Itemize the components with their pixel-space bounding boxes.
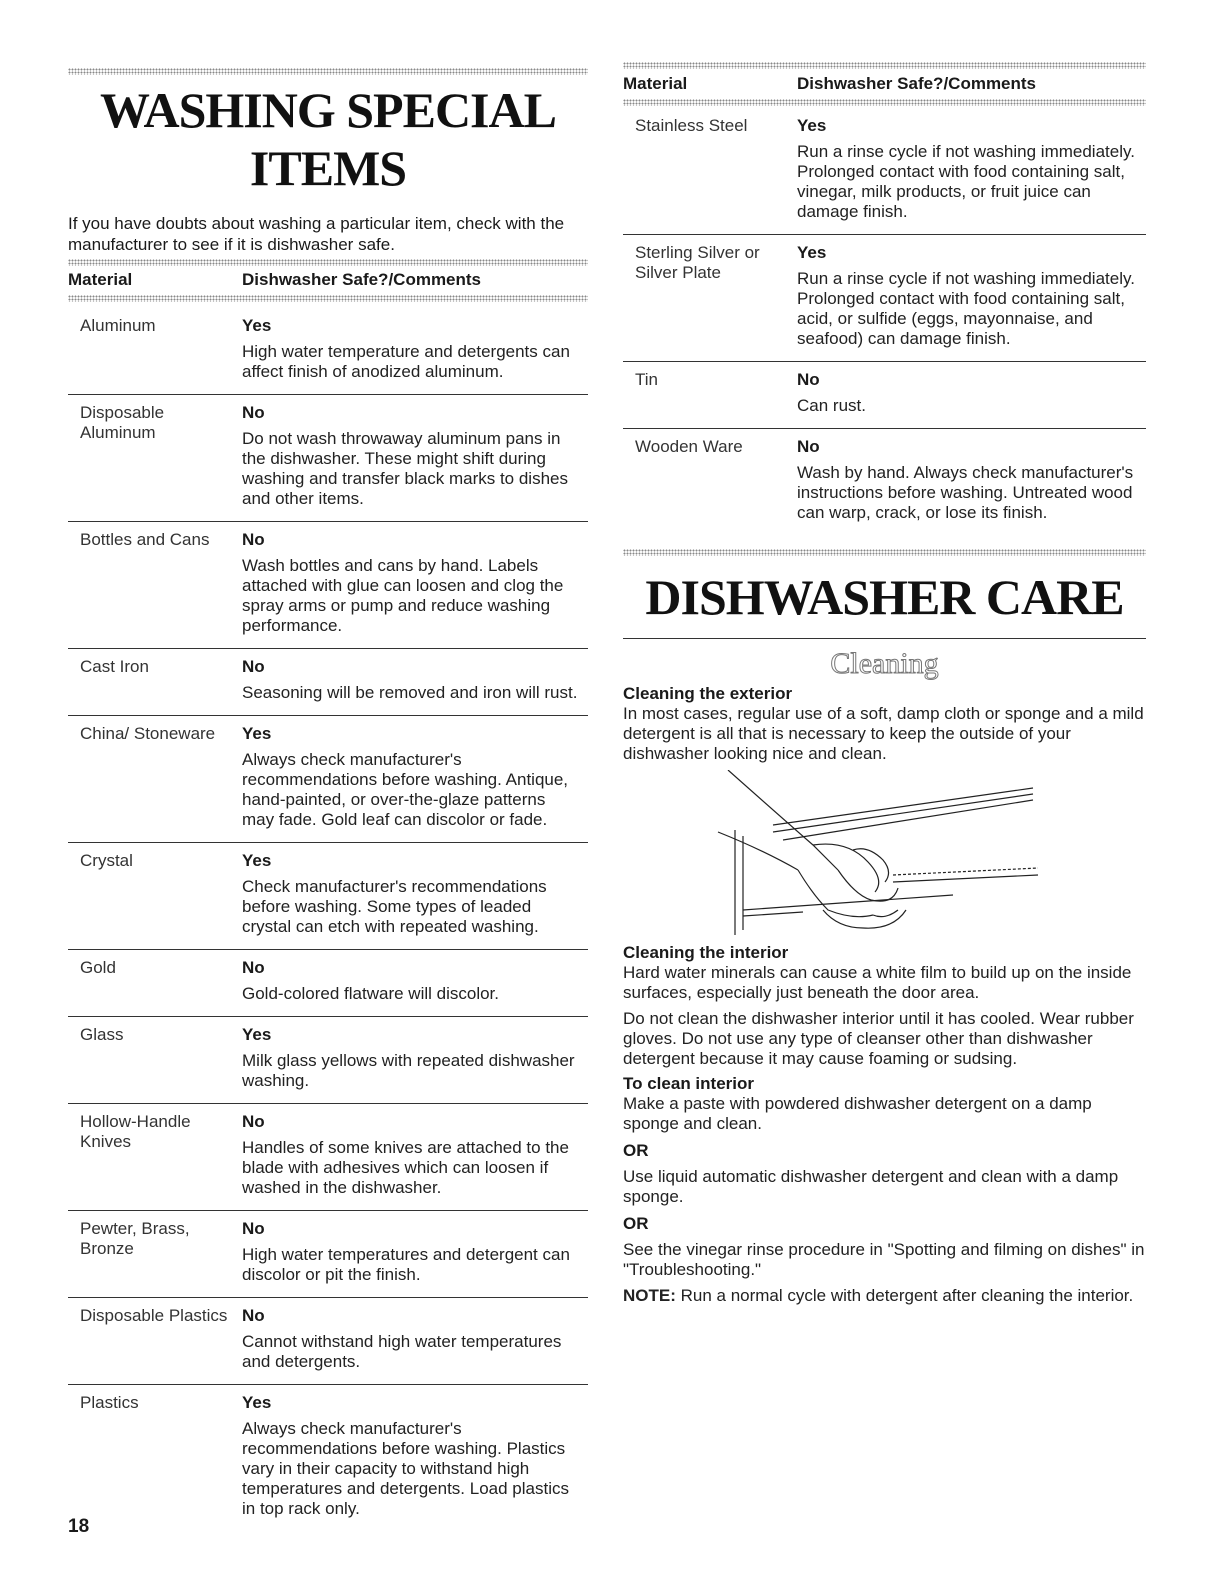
note-body: Run a normal cycle with detergent after cleaning the interior. — [675, 1286, 1134, 1305]
safe-answer: No — [242, 657, 265, 676]
safe-answer: No — [242, 1112, 265, 1131]
to-clean-heading: To clean interior — [623, 1074, 754, 1093]
comments-cell — [242, 1025, 582, 1091]
table-row — [68, 715, 588, 842]
safe-answer: No — [242, 530, 265, 549]
material-cell: Gold — [80, 958, 116, 977]
material-cell: Glass — [80, 1025, 124, 1044]
section-rule — [623, 638, 1146, 639]
material-cell: Plastics — [80, 1393, 139, 1412]
material-cell: Tin — [635, 370, 658, 389]
safe-answer: Yes — [242, 724, 272, 743]
material-cell: Crystal — [80, 851, 133, 870]
table-row — [68, 1297, 588, 1384]
safe-answer: No — [797, 370, 820, 389]
comments-cell — [242, 851, 582, 937]
safe-answer: No — [242, 403, 265, 422]
comments-cell — [242, 958, 582, 1004]
table-row — [68, 1103, 588, 1210]
safe-answer: Yes — [797, 116, 827, 135]
dotted-rule — [68, 295, 588, 302]
comment-text: Always check manufacturer's recommendations before washing. Antique, hand-painted, or over-the-glaze patterns may fade. Gold leaf can discolor or fade. — [242, 750, 569, 829]
safe-answer: No — [242, 1306, 265, 1325]
material-cell: Aluminum — [80, 316, 156, 335]
comment-text: Gold-colored flatware will discolor. — [242, 984, 499, 1003]
note-text — [623, 1286, 1146, 1306]
comment-text: Wash by hand. Always check manufacturer's instructions before washing. Untreated wood can warp, crack, or lose its finish. — [797, 463, 1134, 522]
wiping-hand-illustration — [623, 770, 1146, 940]
header-material: Material — [623, 74, 688, 93]
exterior-text: In most cases, regular use of a soft, damp cloth or sponge and a mild detergent is all that is necessary to keep the outside of your dishwasher looking nice and clean. — [623, 704, 1144, 763]
header-comments: Dishwasher Safe?/Comments — [797, 74, 1037, 93]
comments-cell — [242, 1219, 582, 1285]
comment-text: Run a rinse cycle if not washing immediately. Prolonged contact with food containing salt, vinegar, milk products, or fruit juice can damage finish. — [797, 142, 1135, 221]
comment-text: Do not wash throwaway aluminum pans in the dishwasher. These might shift during washing and transfer black marks to dishes and other items. — [242, 429, 568, 508]
dotted-rule — [68, 259, 588, 266]
right-column — [623, 0, 1146, 1306]
table-row — [623, 428, 1146, 535]
safe-answer: Yes — [242, 316, 272, 335]
dotted-rule — [623, 549, 1146, 556]
comment-text: High water temperatures and detergent can discolor or pit the finish. — [242, 1245, 570, 1284]
safe-answer: Yes — [242, 851, 272, 870]
table-row — [68, 648, 588, 715]
table-row — [68, 394, 588, 521]
material-cell: Sterling Silver or Silver Plate — [635, 243, 760, 282]
note-label: NOTE: — [623, 1286, 676, 1305]
comment-text: High water temperature and detergents can affect finish of anodized aluminum. — [242, 342, 570, 381]
comments-cell — [242, 724, 582, 830]
dotted-rule — [623, 62, 1146, 69]
safe-answer: No — [242, 1219, 265, 1238]
material-cell: Bottles and Cans — [80, 530, 210, 549]
left-column — [68, 0, 588, 1531]
intro-text: If you have doubts about washing a particular item, check with the manufacturer to see if it is dishwasher safe. — [68, 214, 565, 254]
material-cell: Hollow-Handle Knives — [80, 1112, 191, 1151]
dishwasher-care-title: DISHWASHER CARE — [645, 569, 1124, 625]
comments-cell — [797, 243, 1142, 349]
material-cell: Stainless Steel — [635, 116, 748, 135]
comments-cell — [242, 403, 582, 509]
comments-cell — [242, 1306, 582, 1372]
comments-cell — [242, 530, 582, 636]
interior-heading: Cleaning the interior — [623, 943, 789, 962]
comments-cell — [242, 1112, 582, 1198]
safe-answer: Yes — [242, 1025, 272, 1044]
table-header — [623, 69, 1146, 99]
material-cell: Wooden Ware — [635, 437, 743, 456]
exterior-heading: Cleaning the exterior — [623, 684, 793, 703]
comment-text: Wash bottles and cans by hand. Labels attached with glue can loosen and clog the spray arms or pump and reduce washing performance. — [242, 556, 564, 635]
liquid-text: Use liquid automatic dishwasher detergent and clean with a damp sponge. — [623, 1167, 1119, 1206]
interior-text-2: Do not clean the dishwasher interior until it has cooled. Wear rubber gloves. Do not use any type of cleanser other than dishwasher detergent because it may cause foaming or sudsing. — [623, 1009, 1134, 1068]
table-row — [68, 1016, 588, 1103]
washing-special-items-title: WASHING SPECIAL ITEMS — [100, 82, 556, 196]
safe-answer: Yes — [797, 243, 827, 262]
header-comments: Dishwasher Safe?/Comments — [242, 270, 482, 289]
safe-answer: No — [797, 437, 820, 456]
material-cell: China/ Stoneware — [80, 724, 216, 743]
comments-cell — [797, 116, 1142, 222]
table-row — [68, 842, 588, 949]
to-clean-text: Make a paste with powdered dishwasher detergent on a damp sponge and clean. — [623, 1094, 1092, 1133]
cleaning-heading: Cleaning — [830, 647, 939, 680]
comments-cell — [797, 437, 1142, 523]
page-number: 18 — [68, 1516, 90, 1537]
material-cell: Disposable Aluminum — [80, 403, 165, 442]
material-cell: Cast Iron — [80, 657, 149, 676]
table-row — [68, 1384, 588, 1531]
right-table — [623, 108, 1146, 535]
material-cell: Pewter, Brass, Bronze — [80, 1219, 190, 1258]
comment-text: Always check manufacturer's recommendations before washing. Plastics vary in their capacity to withstand high temperatures and detergents. Load plastics in top rack only. — [242, 1419, 569, 1518]
or-label: OR — [623, 1214, 649, 1233]
interior-text-1: Hard water minerals can cause a white film to build up on the inside surfaces, especially just beneath the door area. — [623, 963, 1132, 1002]
vinegar-text: See the vinegar rinse procedure in "Spotting and filming on dishes" in "Troubleshooting." — [623, 1240, 1145, 1279]
or-label: OR — [623, 1141, 649, 1160]
comments-cell — [797, 370, 1142, 416]
comment-text: Can rust. — [797, 396, 866, 415]
table-header — [68, 266, 588, 295]
comment-text: Check manufacturer's recommendations before washing. Some types of leaded crystal can etch with repeated washing. — [242, 877, 547, 936]
comment-text: Handles of some knives are attached to the blade with adhesives which can loosen if washed in the dishwasher. — [242, 1138, 569, 1197]
comments-cell — [242, 316, 582, 382]
comment-text: Cannot withstand high water temperatures and detergents. — [242, 1332, 562, 1371]
comments-cell — [242, 1393, 582, 1519]
dotted-rule — [623, 99, 1146, 106]
table-row — [623, 361, 1146, 428]
comment-text: Milk glass yellows with repeated dishwasher washing. — [242, 1051, 575, 1090]
table-row — [68, 521, 588, 648]
comments-cell — [242, 657, 582, 703]
material-cell: Disposable Plastics — [80, 1306, 228, 1325]
table-row — [623, 234, 1146, 361]
safe-answer: Yes — [242, 1393, 272, 1412]
table-row — [68, 1210, 588, 1297]
table-row — [623, 108, 1146, 234]
header-material: Material — [68, 270, 133, 289]
comment-text: Run a rinse cycle if not washing immediately. Prolonged contact with food containing salt, acid, or sulfide (eggs, mayonnaise, and seafood) can damage finish. — [797, 269, 1135, 348]
table-row — [68, 949, 588, 1016]
left-table — [68, 308, 588, 1531]
comment-text: Seasoning will be removed and iron will rust. — [242, 683, 578, 702]
table-row — [68, 308, 588, 394]
dotted-rule — [68, 68, 588, 75]
safe-answer: No — [242, 958, 265, 977]
